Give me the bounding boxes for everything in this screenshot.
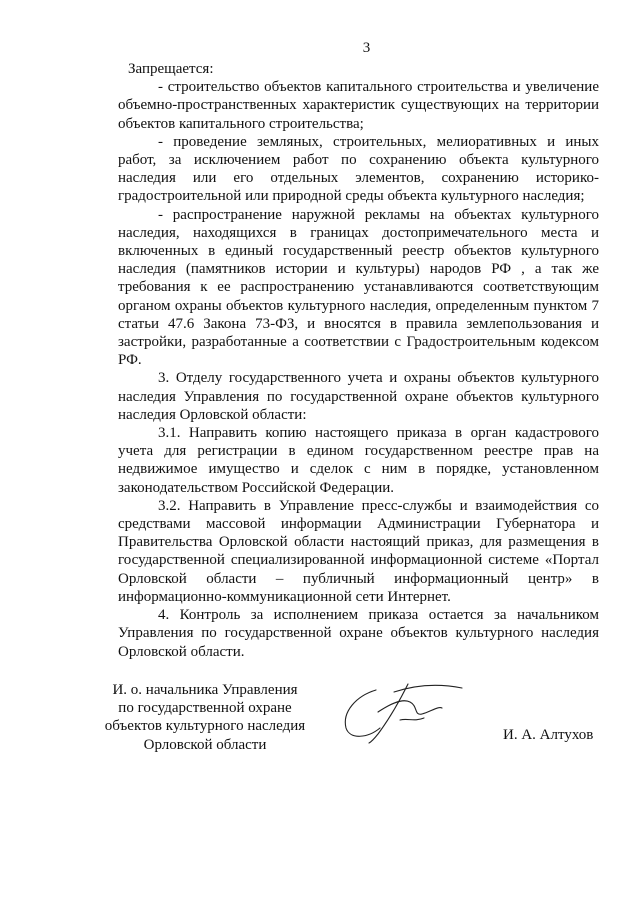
page-number: 3 [362, 40, 371, 56]
signatory-title [60, 681, 350, 754]
paragraph-construction: - строительство объектов капитального строительства и увеличение объемно-пространственных характеристик существующих на территории объектов капитального строительства; [118, 79, 599, 132]
signatory-title-line: Орловской области [143, 736, 267, 753]
document-body [118, 60, 599, 661]
paragraph-prohibited: Запрещается: [128, 61, 214, 77]
signatory-title-line: по государственной охране [118, 700, 292, 717]
signatory-title-line: И. о. начальника Управления [112, 682, 298, 698]
signer-name: И. А. Алтухов [503, 727, 594, 743]
paragraph-item-3-2: 3.2. Направить в Управление пресс-службы и взаимодействия со средствами массовой информации Администрации Губернатора и Правительства Орловской области настоящий приказ, для размещения в государственной специализированной информационной системе «Портал Орловской области – публичный информационный центр» в информационно-коммуникационной сети Интернет. [118, 497, 599, 605]
paragraph-earthworks: - проведение земляных, строительных, мелиоративных и иных работ, за исключением работ по сохранению объекта культурного наследия или его отдельных элементов, сохранению историко-градостроительной или природной среды объекта культурного наследия; [118, 133, 599, 205]
paragraph-item-3-1: 3.1. Направить копию настоящего приказа в орган кадастрового учета для регистрации в едином государственном реестре прав на недвижимое имущество и сделок с ним в порядке, установленном законодательством Российской Федерации. [118, 425, 599, 496]
handwritten-signature [338, 676, 468, 746]
paragraph-item-4: 4. Контроль за исполнением приказа остается за начальником Управления по государственной охране объектов культурного наследия Орловской области. [118, 607, 599, 660]
paragraph-item-3: 3. Отделу государственного учета и охраны объектов культурного наследия Управления по государственной охране объектов культурного наследия Орловской области: [118, 370, 599, 423]
paragraph-advertising: - распространение наружной рекламы на объектах культурного наследия, находящихся в границах достопримечательного места и включенных в единый государственный реестр объектов культурного наследия (памятников истории и культуры) народов РФ , а так же требования к ее распространению устанавливаются соответствующим органом охраны объектов культурного наследия, определенным пунктом 7 статьи 47.6 Закона 73-ФЗ, и вносятся в правила землепользования и застройки, разработанные а соответствии с Градостроительным кодексом РФ. [118, 206, 599, 369]
signatory-title-line: объектов культурного наследия [104, 718, 306, 735]
